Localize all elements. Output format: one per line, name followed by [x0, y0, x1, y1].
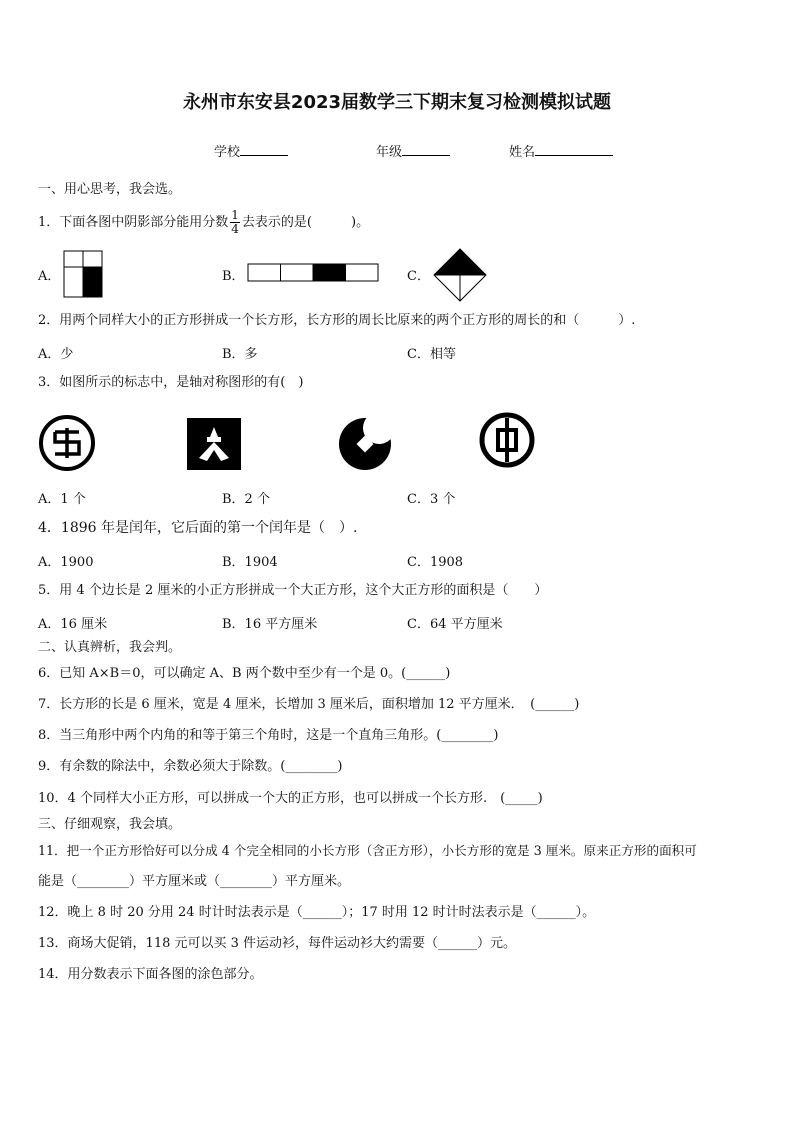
- q3-option-a[interactable]: A．1 个: [38, 492, 86, 507]
- q1-option-a[interactable]: A．: [38, 269, 61, 284]
- q1-figure-a: [63, 250, 103, 298]
- question-13: 13．商场大促销，118 元可以买 3 件运动衫，每件运动衫大约需要（______）元。: [38, 936, 517, 951]
- bank-logo-1-icon: [38, 414, 96, 472]
- school-label: 学校: [214, 145, 241, 160]
- question-5: 5．用 4 个边长是 2 厘米的小正方形拼成一个大正方形，这个大正方形的面积是（ ）: [38, 583, 548, 598]
- question-8: 8．当三角形中两个内角的和等于第三个角时，这是一个直角三角形。(________): [38, 728, 499, 743]
- school-field: [214, 141, 288, 160]
- q2-option-b[interactable]: B．多: [222, 347, 258, 362]
- section-3-heading: 三、仔细观察，我会填。: [38, 817, 182, 832]
- question-11-line-1: 11．把一个正方形恰好可以分成 4 个完全相同的小长方形（含正方形），小长方形的宽是 3 厘米。原来正方形的面积可: [38, 843, 697, 858]
- bank-logo-2-icon: [187, 418, 241, 470]
- q1-option-c[interactable]: C．: [407, 269, 430, 284]
- question-1: 1．下面各图中阴影部分能用分数 $\frac{1}{4}$ 去表示的是( )。: [38, 208, 370, 236]
- q4-option-a[interactable]: A．1900: [38, 555, 94, 570]
- page-title: 永州市东安县2023届数学三下期末复习检测模拟试题: [182, 92, 612, 113]
- q5-option-b[interactable]: B．16 平方厘米: [222, 617, 318, 632]
- bank-logo-3-icon: [337, 414, 395, 472]
- question-6: 6．已知 A×B＝0，可以确定 A、B 两个数中至少有一个是 0。(______): [38, 666, 451, 681]
- q3-option-b[interactable]: B．2 个: [222, 492, 270, 507]
- question-2: 2．用两个同样大小的正方形拼成一个长方形，长方形的周长比原来的两个正方形的周长的和（ ）.: [38, 313, 636, 328]
- question-10: 10．4 个同样大小正方形，可以拼成一个大的正方形，也可以拼成一个长方形. (_____): [38, 791, 543, 806]
- question-7: 7．长方形的长是 6 厘米，宽是 4 厘米，长增加 3 厘米后，面积增加 12 平方厘米． (______): [38, 697, 580, 712]
- grade-label: 年级: [376, 145, 403, 160]
- question-9: 9．有余数的除法中，余数必须大于除数。(________): [38, 759, 343, 774]
- q3-option-c[interactable]: C．3 个: [407, 492, 456, 507]
- q1-figure-c: [433, 248, 487, 302]
- grade-field: [376, 141, 450, 160]
- q1-option-b[interactable]: B．: [222, 269, 245, 284]
- q4-option-b[interactable]: B．1904: [222, 555, 278, 570]
- q2-option-c[interactable]: C．相等: [407, 347, 456, 362]
- section-1-heading: 一、用心思考，我会选。: [38, 182, 182, 197]
- q5-option-a[interactable]: A．16 厘米: [38, 617, 108, 632]
- section-2-heading: 二、认真辨析，我会判。: [38, 640, 182, 655]
- question-3: 3．如图所示的标志中，是轴对称图形的有( ): [38, 375, 304, 390]
- question-4: 4．1896 年是闰年，它后面的第一个闰年是（ ）.: [38, 520, 358, 536]
- bank-logo-4-icon: [478, 411, 536, 469]
- q5-option-c[interactable]: C．64 平方厘米: [407, 617, 503, 632]
- fraction-one-quarter: $\frac{1}{4}$: [231, 208, 239, 236]
- q2-option-a[interactable]: A．少: [38, 347, 74, 362]
- question-12: 12．晚上 8 时 20 分用 24 时计时法表示是（______）；17 时用 12 时计时法表示是（______）。: [38, 905, 596, 920]
- q4-option-c[interactable]: C．1908: [407, 555, 464, 570]
- q1-figure-b: [247, 263, 379, 282]
- question-14: 14．用分数表示下面各图的涂色部分。: [38, 967, 263, 982]
- name-label: 姓名: [509, 145, 536, 160]
- name-field: [509, 141, 613, 160]
- question-11-line-2: 能是（________）平方厘米或（________）平方厘米。: [38, 874, 351, 889]
